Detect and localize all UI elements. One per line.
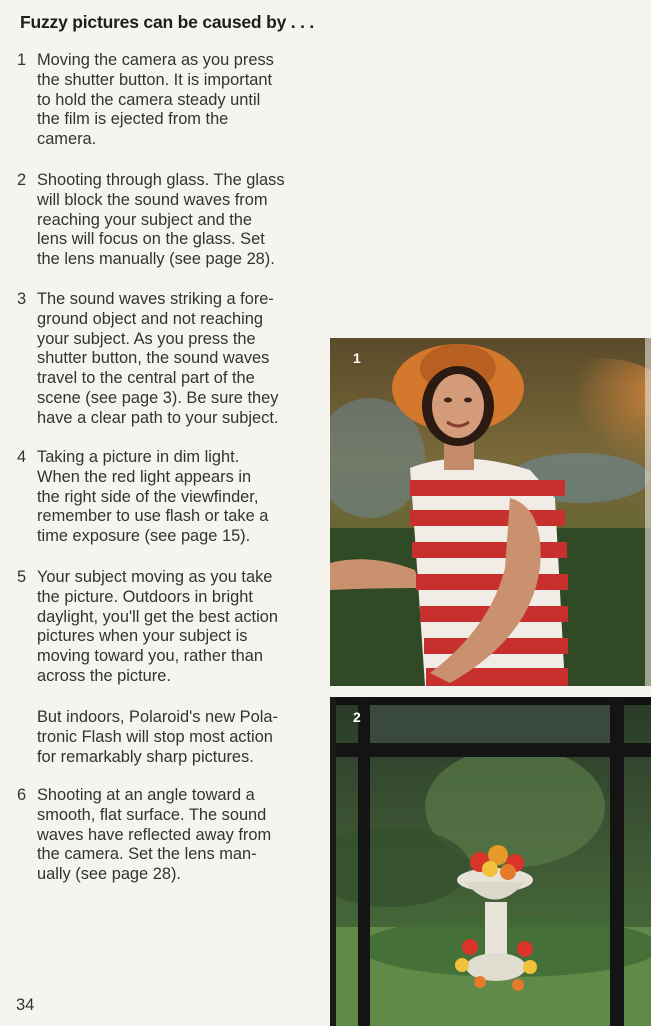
item-text: Your subject moving as you take the picture. Outdoors in bright daylight, you'll get the best action pictures when your subject is moving toward you, rather than across the picture. bbox=[37, 568, 278, 685]
item-number: 2 bbox=[17, 171, 27, 189]
photo-urn-through-window bbox=[330, 697, 651, 1026]
item-text: Moving the camera as you press the shutter button. It is important to hold the camera steady until the film is ejected from the camera. bbox=[37, 51, 274, 149]
photo-1-label: 1 bbox=[353, 350, 361, 366]
photo-2-label: 2 bbox=[353, 709, 361, 725]
photo-1-image bbox=[330, 338, 651, 686]
item-number: 5 bbox=[17, 568, 27, 586]
photo-2-image bbox=[330, 697, 651, 1026]
item-text: Shooting at an angle toward a smooth, flat surface. The sound waves have reflected away from the camera. Set the lens man- ually (see page 28). bbox=[37, 786, 272, 884]
item-text: Taking a picture in dim light. When the red light appears in the right side of the viewfinder, remember to use flash or take a time exposure (see page 15). bbox=[37, 448, 269, 546]
page-heading: Fuzzy pictures can be caused by . . . bbox=[20, 12, 315, 32]
item-number: 4 bbox=[17, 448, 27, 466]
item-number: 1 bbox=[17, 51, 27, 69]
item-number: 6 bbox=[17, 786, 27, 804]
item-number: 3 bbox=[17, 290, 27, 308]
item-text: The sound waves striking a fore- ground object and not reaching your subject. As you press the shutter button, the sound waves travel to the central part of the scene (see page 3). Be sure they have a clear path to your subject. bbox=[37, 290, 279, 427]
page-number: 34 bbox=[16, 996, 35, 1014]
item-text: Shooting through glass. The glass will block the sound waves from reaching your subject and the lens will focus on the glass. Set the lens manually (see page 28). bbox=[37, 171, 285, 269]
photo-woman-striped-shirt bbox=[330, 338, 651, 686]
item-5-followup: But indoors, Polaroid's new Pola- tronic Flash will stop most action for remarkably sharp pictures. bbox=[37, 708, 278, 766]
